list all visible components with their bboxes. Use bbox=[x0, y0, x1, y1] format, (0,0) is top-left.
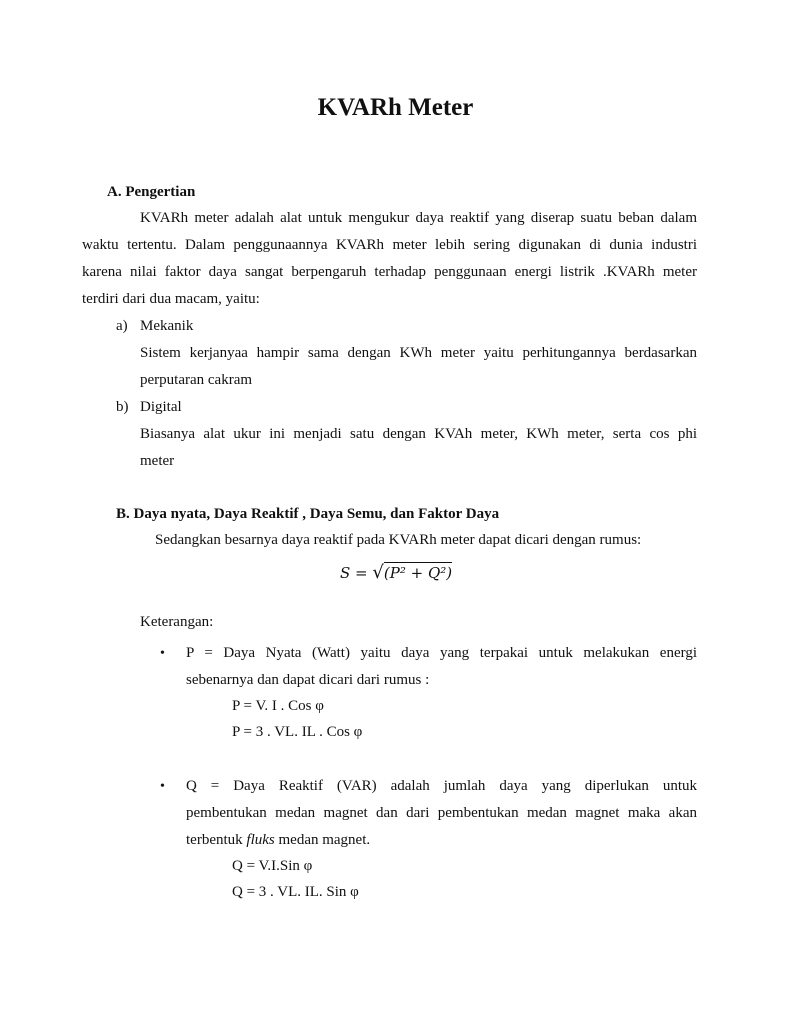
bullet-q-formula-1: Q = V.I.Sin φ bbox=[232, 858, 313, 874]
item-a-marker: a) bbox=[116, 318, 128, 334]
bullet-q-line-3-italic: fluks bbox=[246, 832, 275, 848]
section-a-para-line-3: karena nilai faktor daya sangat berpengaruh terhadap penggunaan energi listrik .KVARh meter bbox=[82, 264, 697, 280]
formula-radicand: (P² + Q²) bbox=[383, 564, 453, 582]
item-a-label: Mekanik bbox=[140, 318, 194, 334]
section-a-para-line-4: terdiri dari dua macam, yaitu: bbox=[82, 291, 260, 307]
bullet-q-line-3 bbox=[186, 833, 370, 848]
section-a-para-line-1: KVARh meter adalah alat untuk mengukur daya reaktif yang diserap suatu beban dalam bbox=[140, 210, 697, 226]
item-b-line-1: Biasanya alat ukur ini menjadi satu dengan KVAh meter, KWh meter, serta cos phi bbox=[140, 426, 697, 442]
item-b-label: Digital bbox=[140, 399, 182, 415]
item-a-line-1: Sistem kerjanyaa hampir sama dengan KWh meter yaitu perhitungannya berdasarkan bbox=[140, 345, 697, 361]
bullet-p-formula-2: P = 3 . VL. IL . Cos φ bbox=[232, 724, 363, 740]
section-b-intro: Sedangkan besarnya daya reaktif pada KVARh meter dapat dicari dengan rumus: bbox=[155, 532, 642, 548]
bullet-p-formula-1: P = V. I . Cos φ bbox=[232, 698, 324, 714]
bullet-q-formula-2: Q = 3 . VL. IL. Sin φ bbox=[232, 884, 359, 900]
keterangan-label: Keterangan: bbox=[140, 614, 214, 630]
bullet-q-line-3-b: medan magnet. bbox=[274, 832, 371, 848]
section-a-heading: A. Pengertian bbox=[107, 184, 196, 200]
section-b-heading: B. Daya nyata, Daya Reaktif , Daya Semu, dan Faktor Daya bbox=[116, 506, 500, 522]
bullet-q-line-1: Q = Daya Reaktif (VAR) adalah jumlah daya yang diperlukan untuk bbox=[186, 778, 697, 794]
bullet-p-line-2: sebenarnya dan dapat dicari dari rumus : bbox=[186, 672, 430, 688]
bullet-p-line-1: P = Daya Nyata (Watt) yaitu daya yang terpakai untuk melakukan energi bbox=[186, 645, 697, 661]
bullet-q-line-2: pembentukan medan magnet dan dari pembentukan medan magnet maka akan bbox=[186, 805, 697, 821]
bullet-q-line-3-a: terbentuk bbox=[186, 832, 247, 848]
bullet-q-symbol: • bbox=[160, 779, 165, 794]
bullet-p-symbol: • bbox=[160, 646, 165, 661]
section-a-para-line-2: waktu tertentu. Dalam penggunaannya KVARh meter lebih sering digunakan di dunia industri bbox=[82, 237, 697, 253]
item-b-line-2: meter bbox=[140, 453, 175, 469]
item-b-marker: b) bbox=[116, 399, 129, 415]
sqrt-sign: √ bbox=[372, 562, 384, 583]
formula-s bbox=[340, 562, 452, 583]
page-title: KVARh Meter bbox=[317, 94, 474, 121]
item-a-line-2: perputaran cakram bbox=[140, 372, 253, 388]
formula-lhs: S = bbox=[340, 564, 373, 582]
